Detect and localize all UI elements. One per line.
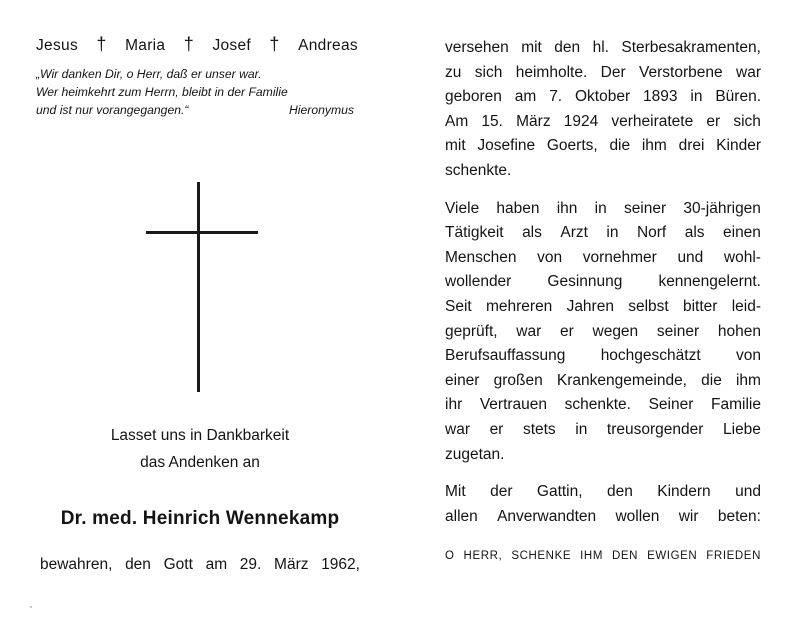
quote-block bbox=[36, 65, 354, 119]
word: war bbox=[445, 420, 470, 438]
word: versehen bbox=[445, 39, 509, 56]
text-line bbox=[445, 61, 761, 86]
deceased-name: Dr. med. Heinrich Wennekamp bbox=[60, 508, 340, 529]
word: mehreren bbox=[485, 297, 553, 315]
holy-names-row bbox=[36, 34, 358, 55]
left-panel bbox=[36, 34, 366, 119]
word: war bbox=[736, 63, 761, 81]
word: Josefine bbox=[477, 137, 536, 155]
cross-horizontal-bar bbox=[146, 231, 258, 234]
word: er bbox=[706, 112, 721, 130]
word: von bbox=[735, 347, 761, 365]
word: hohen bbox=[717, 322, 761, 340]
text-line bbox=[445, 320, 761, 345]
word: Viele bbox=[445, 199, 480, 217]
word: Berufsauffassung bbox=[445, 347, 566, 365]
word: 1962, bbox=[321, 556, 360, 573]
right-panel bbox=[445, 36, 761, 542]
word: in bbox=[575, 420, 588, 438]
word: die bbox=[701, 371, 722, 389]
word: März bbox=[274, 556, 309, 573]
word: hl. bbox=[592, 39, 609, 56]
word: geboren bbox=[445, 88, 502, 106]
word: Kindern bbox=[657, 483, 711, 501]
word: Krankengemeinde, bbox=[556, 371, 687, 389]
word: haben bbox=[496, 199, 540, 217]
word: ihm bbox=[641, 137, 667, 155]
text-line: zugetan. bbox=[445, 445, 505, 463]
remembrance-line: Lasset uns in Dankbarkeit bbox=[110, 427, 290, 444]
remembrance-line: das Andenken an bbox=[140, 454, 260, 471]
word: in bbox=[606, 224, 619, 242]
word: seiner bbox=[656, 322, 700, 340]
word: Familie bbox=[711, 396, 761, 414]
word: sich bbox=[474, 63, 503, 81]
word: Seit bbox=[445, 297, 472, 315]
word: die bbox=[609, 137, 631, 155]
word: wollen bbox=[615, 507, 660, 525]
text-line bbox=[445, 246, 761, 271]
word: ihn bbox=[556, 199, 578, 217]
word: beten: bbox=[717, 507, 761, 525]
text-line bbox=[445, 505, 761, 530]
word: Norf bbox=[636, 224, 667, 242]
word: zu bbox=[445, 63, 462, 81]
word: am bbox=[514, 88, 537, 106]
word: er bbox=[489, 420, 504, 438]
text-line bbox=[445, 197, 761, 222]
small-cross-icon: † bbox=[96, 34, 107, 54]
word: einer bbox=[445, 371, 480, 389]
word: den bbox=[606, 483, 633, 501]
word: 1924 bbox=[563, 112, 599, 130]
word: stets bbox=[522, 420, 556, 438]
word: Mit bbox=[445, 483, 466, 501]
quote-line: Wer heimkehrt zum Herrn, bleibt in der Familie bbox=[36, 85, 288, 99]
word: der bbox=[490, 483, 513, 501]
word: den bbox=[554, 39, 581, 56]
word: Arzt bbox=[560, 224, 588, 242]
text-line bbox=[445, 344, 761, 369]
text-line bbox=[445, 221, 761, 246]
word: schenkte. bbox=[564, 396, 631, 414]
word: März bbox=[516, 112, 551, 130]
word: als bbox=[684, 224, 705, 242]
word: Gott bbox=[163, 556, 193, 573]
prayer-text: O HERR, SCHENKE IHM DEN EWIGEN FRIEDEN bbox=[445, 550, 761, 562]
word: wir bbox=[678, 507, 699, 525]
word: selbst bbox=[628, 297, 669, 315]
text-line bbox=[445, 393, 761, 418]
word: ihm bbox=[735, 371, 761, 389]
word: Anverwandten bbox=[497, 507, 597, 525]
quote-line: „Wir danken Dir, o Herr, daß er unser war. bbox=[36, 67, 262, 81]
text-line bbox=[445, 480, 761, 505]
large-cross-icon bbox=[146, 182, 258, 392]
word: seiner bbox=[623, 199, 667, 217]
biography-paragraph-1 bbox=[445, 36, 761, 184]
word: bitter bbox=[682, 297, 718, 315]
word: in bbox=[690, 88, 703, 106]
word: Büren. bbox=[715, 88, 761, 106]
word: allen bbox=[445, 507, 478, 525]
small-cross-icon: † bbox=[183, 34, 195, 54]
word: drei bbox=[678, 137, 705, 155]
word: heimholte. bbox=[515, 63, 588, 81]
word: Am bbox=[445, 112, 469, 130]
small-cross-icon: † bbox=[269, 34, 280, 54]
bewahren-line bbox=[40, 556, 360, 574]
word: 15. bbox=[481, 112, 503, 130]
word: Jahren bbox=[566, 297, 614, 315]
word: Der bbox=[600, 63, 626, 81]
word: in bbox=[594, 199, 607, 217]
biography-paragraph-2 bbox=[445, 197, 761, 468]
word: Verstorbene bbox=[639, 63, 723, 81]
word: einen bbox=[723, 224, 761, 242]
text-line bbox=[445, 270, 761, 295]
word: Kinder bbox=[716, 137, 761, 155]
word: von bbox=[537, 248, 563, 266]
word: wohl- bbox=[723, 248, 761, 266]
word: war bbox=[516, 322, 542, 340]
text-line bbox=[445, 134, 761, 159]
word: großen bbox=[493, 371, 543, 389]
word: wegen bbox=[592, 322, 639, 340]
word: 30-jährigen bbox=[683, 199, 761, 217]
text-line bbox=[445, 85, 761, 110]
text-line bbox=[445, 36, 761, 61]
word: geprüft, bbox=[445, 322, 498, 340]
word: 1893 bbox=[643, 88, 678, 106]
word: 7. bbox=[549, 88, 563, 106]
word: Oktober bbox=[575, 88, 631, 106]
text-line: schenkte. bbox=[445, 161, 512, 179]
word: bewahren, bbox=[40, 556, 113, 573]
quote-author: Hieronymus bbox=[288, 103, 354, 117]
word: Tätigkeit bbox=[445, 224, 504, 242]
word: kennengelernt. bbox=[658, 273, 761, 291]
word: vornehmer bbox=[582, 248, 657, 266]
prayer-line bbox=[445, 550, 761, 562]
word: als bbox=[522, 224, 542, 242]
word: Gesinnung bbox=[547, 273, 623, 291]
name-jesus: Jesus bbox=[36, 37, 78, 54]
cross-vertical-bar bbox=[197, 182, 200, 392]
name-josef: Josef bbox=[212, 37, 252, 54]
word: sich bbox=[733, 112, 761, 130]
text-line bbox=[445, 110, 761, 135]
word: mit bbox=[445, 137, 466, 155]
word: Goerts, bbox=[546, 137, 598, 155]
word: leid- bbox=[731, 297, 761, 315]
word: Seiner bbox=[648, 396, 694, 414]
word: ihr bbox=[445, 396, 463, 414]
word: Liebe bbox=[723, 420, 761, 438]
name-andreas: Andreas bbox=[298, 37, 358, 54]
word: Gattin, bbox=[536, 483, 583, 501]
name-maria: Maria bbox=[125, 37, 166, 54]
word: und bbox=[677, 248, 704, 266]
word: Sterbesakramenten, bbox=[621, 39, 761, 56]
word: 29. bbox=[239, 556, 262, 573]
word: mit bbox=[521, 39, 542, 56]
text-line bbox=[445, 418, 761, 443]
quote-line: und ist nur vorangegangen.“ bbox=[36, 103, 189, 117]
remembrance-text bbox=[40, 422, 360, 476]
text-line bbox=[445, 295, 761, 320]
word: hochgeschätzt bbox=[600, 347, 701, 365]
closing-paragraph bbox=[445, 480, 761, 529]
word: verheiratete bbox=[611, 112, 694, 130]
word: er bbox=[559, 322, 574, 340]
word: wollender bbox=[445, 273, 512, 291]
word: treusorgender bbox=[606, 420, 704, 438]
quote-last-line bbox=[36, 101, 354, 119]
word: Menschen bbox=[445, 248, 517, 266]
speck bbox=[30, 606, 32, 608]
text-line bbox=[445, 369, 761, 394]
word: und bbox=[735, 483, 761, 501]
word: Vertrauen bbox=[479, 396, 548, 414]
word: am bbox=[205, 556, 228, 573]
word: den bbox=[125, 556, 151, 573]
